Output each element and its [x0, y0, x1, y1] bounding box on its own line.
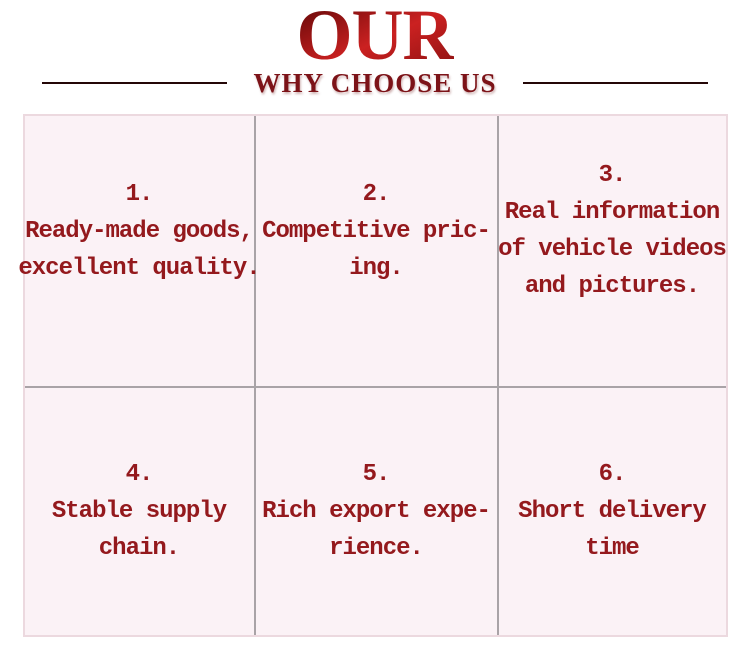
cell-line: of vehicle videos: [498, 236, 726, 263]
grid-cell-3: [499, 116, 726, 388]
cell-line: rience.: [329, 535, 423, 562]
features-grid: [18, 114, 728, 637]
cell-line: excellent quality.: [18, 254, 260, 282]
subtitle-row: [0, 68, 750, 98]
header: [0, 0, 750, 98]
cell-line: Competitive pric-: [262, 217, 490, 245]
cell-line: Rich export expe-: [262, 498, 490, 525]
grid-cell-5: [256, 388, 499, 635]
subtitle-rule-left: [42, 82, 227, 84]
cell-number: 6.: [598, 461, 626, 488]
section-subtitle: WHY CHOOSE US: [253, 67, 497, 98]
cell-number: 1.: [125, 180, 153, 208]
grid-cell-4: [25, 388, 256, 635]
cell-line: time: [585, 535, 639, 562]
cell-line: Short delivery: [518, 498, 706, 525]
grid-cell-1: [18, 116, 260, 388]
cell-number: 4.: [125, 461, 153, 488]
cell-number: 5.: [362, 461, 390, 488]
cell-number: 2.: [362, 180, 390, 208]
cell-line: Real information: [504, 199, 720, 226]
cell-line: and pictures.: [524, 273, 700, 300]
subtitle-rule-right: [523, 82, 708, 84]
cell-line: chain.: [98, 535, 180, 562]
cell-number: 3.: [598, 162, 626, 189]
grid-cell-2: [256, 116, 499, 388]
cell-line: Ready-made goods,: [25, 217, 253, 245]
cell-line: ing.: [349, 254, 403, 282]
cell-line: Stable supply: [51, 498, 227, 525]
page-title: OUR: [296, 0, 454, 75]
grid-cell-6: [499, 388, 726, 635]
